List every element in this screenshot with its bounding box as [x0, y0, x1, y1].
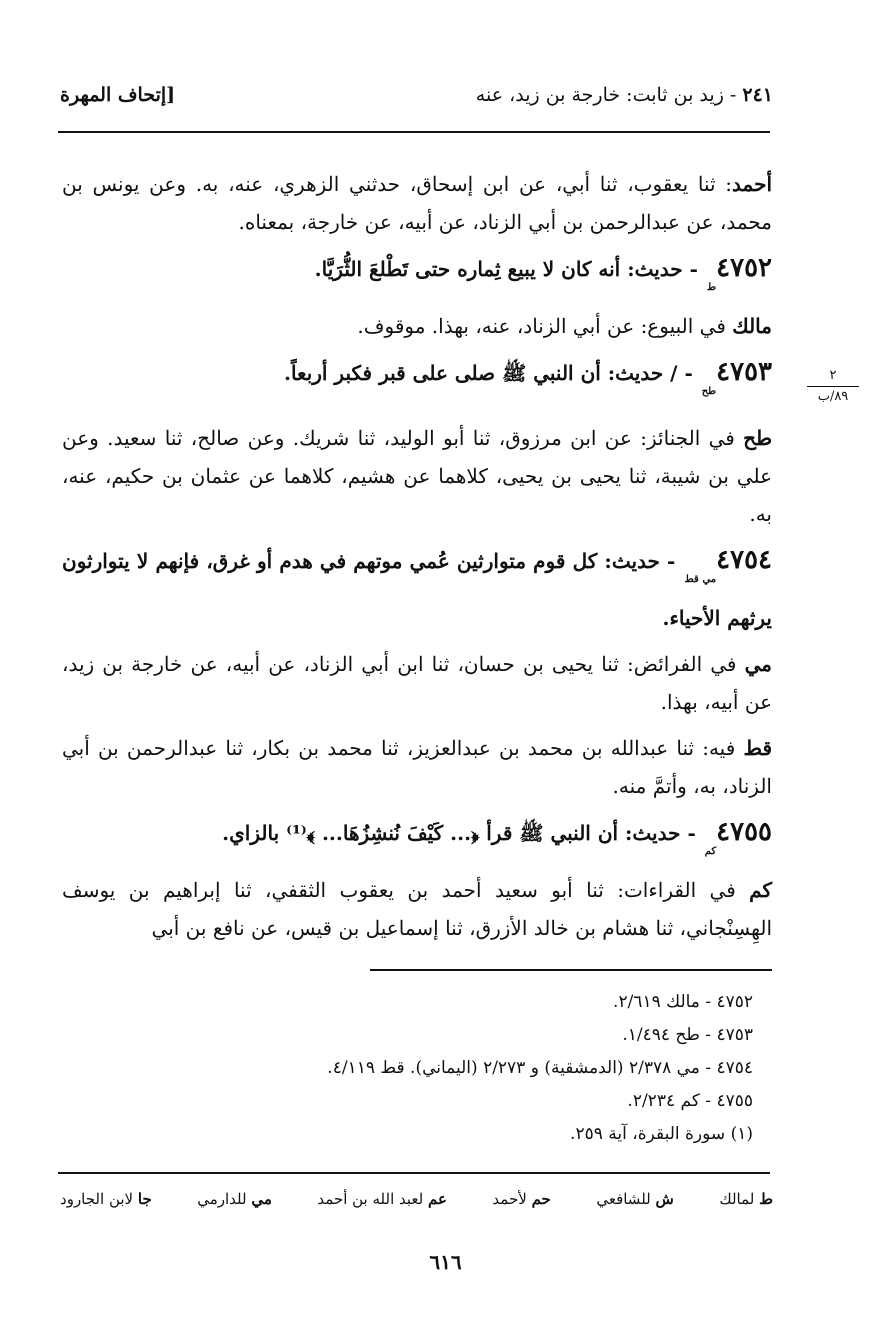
- margin-note-line: [807, 386, 859, 387]
- margin-note-top: ٢: [829, 368, 837, 383]
- paragraph-ahmad: [62, 165, 772, 241]
- hadith-text: - حديث: أن النبي ﷺ قرأ ﴿... كَيْفَ نُنشِزُهَا... ﴾⁽¹⁾ بالزاي.: [222, 821, 703, 845]
- footnote-item: ٤٧٥٥ - كم ٢/٢٣٤.: [627, 1091, 753, 1111]
- header-title: - زيد بن ثابت: خارجة بن زيد، عنه: [475, 84, 743, 106]
- hadith-number: ٤٧٥٤: [716, 545, 772, 575]
- paragraph-text: في الفرائض: ثنا يحيى بن حسان، ثنا ابن أبي الزناد، عن أبيه، عن خارجة بن زيد، عن أبيه، بهذا.: [62, 652, 772, 714]
- header-chapter: [476, 84, 773, 106]
- paragraph-text: في البيوع: عن أبي الزناد، عنه، بهذا. موقوف.: [357, 314, 733, 338]
- footnote-item: (١) سورة البقرة، آية ٢٥٩.: [570, 1124, 753, 1144]
- paragraph-daraqutni: [62, 729, 772, 805]
- abbreviation-item: جا لابن الجارود: [60, 1190, 152, 1208]
- footnote-item: ٤٧٥٢ - مالك ٢/٦١٩.: [613, 992, 753, 1012]
- abbreviation-item: مي للدارمي: [197, 1190, 272, 1208]
- source-key: قط: [743, 736, 772, 760]
- margin-note: [807, 368, 859, 405]
- paragraph-text: : ثنا يعقوب، ثنا أبي، عن ابن إسحاق، حدثني الزهري، عنه، به. وعن يونس بن محمد، عن عبدالرحمن بن أبي الزناد، عن أبيه، عن خارجة، بمعناه.: [62, 172, 772, 234]
- running-header: [60, 84, 773, 116]
- paragraph-tahawi: [62, 419, 772, 533]
- abbreviation-item: ش للشافعي: [596, 1190, 674, 1208]
- source-tag: طح: [701, 386, 717, 397]
- abbreviation-item: ط لمالك: [719, 1190, 773, 1208]
- hadith-text: - حديث: أنه كان لا يبيع ثِماره حتى تَطْلعَ الثُّرَيَّا.: [314, 257, 705, 281]
- abbreviations-key: [60, 1190, 773, 1208]
- hadith-text: - حديث: كل قوم متوارثين عُمي موتهم في هدم أو غرق، فإنهم لا يتوارثون يرثهم الأحياء.: [62, 549, 772, 630]
- hadith-number: ٤٧٥٣: [716, 357, 772, 387]
- paragraph-text: في الجنائز: عن ابن مرزوق، ثنا أبو الوليد، ثنا شريك. وعن صالح، ثنا سعيد. وعن علي بن شيبة، ثنا يحيى بن يحيى، كلاهما عن هشيم، كلاهما عن عثمان بن حكيم، عنه، به.: [62, 426, 772, 526]
- footnote-item: ٤٧٥٤ - مي ٢/٣٧٨ (الدمشقية) و ٢/٢٧٣ (اليماني). قط ٤/١١٩.: [327, 1058, 753, 1078]
- paragraph-malik: [62, 307, 772, 345]
- footnote-item: ٤٧٥٣ - طح ١/٤٩٤.: [622, 1025, 753, 1045]
- source-tag: مي قط: [684, 574, 717, 585]
- hadith-4752: [62, 249, 772, 307]
- paragraph-hakim: [62, 871, 772, 947]
- source-key: طح: [743, 426, 772, 450]
- header-book-title: [إتحاف المهرة: [60, 84, 176, 106]
- source-key: مالك: [732, 314, 772, 338]
- hadith-4753: [62, 353, 772, 411]
- source-tag: ط: [706, 282, 717, 293]
- header-number: ٢٤١: [742, 84, 773, 106]
- margin-note-bottom: ٨٩/ب: [817, 389, 849, 404]
- hadith-4754: [62, 541, 772, 637]
- source-key: أحمد: [732, 172, 772, 196]
- hadith-number: ٤٧٥٢: [716, 253, 772, 283]
- paragraph-text: في القراءات: ثنا أبو سعيد أحمد بن يعقوب الثقفي، ثنا إبراهيم بن يوسف الهِسِنْجاني، ثنا هشام بن خالد الأزرق، ثنا إسماعيل بن قيس، عن نافع بن أبي: [62, 878, 772, 940]
- paragraph-text: فيه: ثنا عبدالله بن محمد بن عبدالعزيز، ثنا محمد بن بكار، ثنا عبدالرحمن بن أبي الزناد، به، وأتمَّ منه.: [62, 736, 772, 798]
- header-rule: [58, 131, 770, 133]
- page-number: ٦١٦: [429, 1250, 462, 1274]
- source-tag: كم: [704, 846, 717, 857]
- abbreviation-item: حم لأحمد: [492, 1190, 551, 1208]
- source-key: مي: [744, 652, 772, 676]
- hadith-text: - / حديث: أن النبي ﷺ صلى على قبر فكبر أربعاً.: [283, 361, 700, 385]
- hadith-number: ٤٧٥٥: [716, 817, 772, 847]
- main-text: [62, 165, 772, 947]
- paragraph-darimi: [62, 645, 772, 721]
- abbreviations-rule: [58, 1172, 770, 1174]
- footnotes: [133, 986, 753, 1151]
- hadith-4755: [62, 813, 772, 871]
- source-key: كم: [749, 878, 772, 902]
- footnote-rule: [370, 969, 772, 971]
- abbreviation-item: عم لعبد الله بن أحمد: [317, 1190, 447, 1208]
